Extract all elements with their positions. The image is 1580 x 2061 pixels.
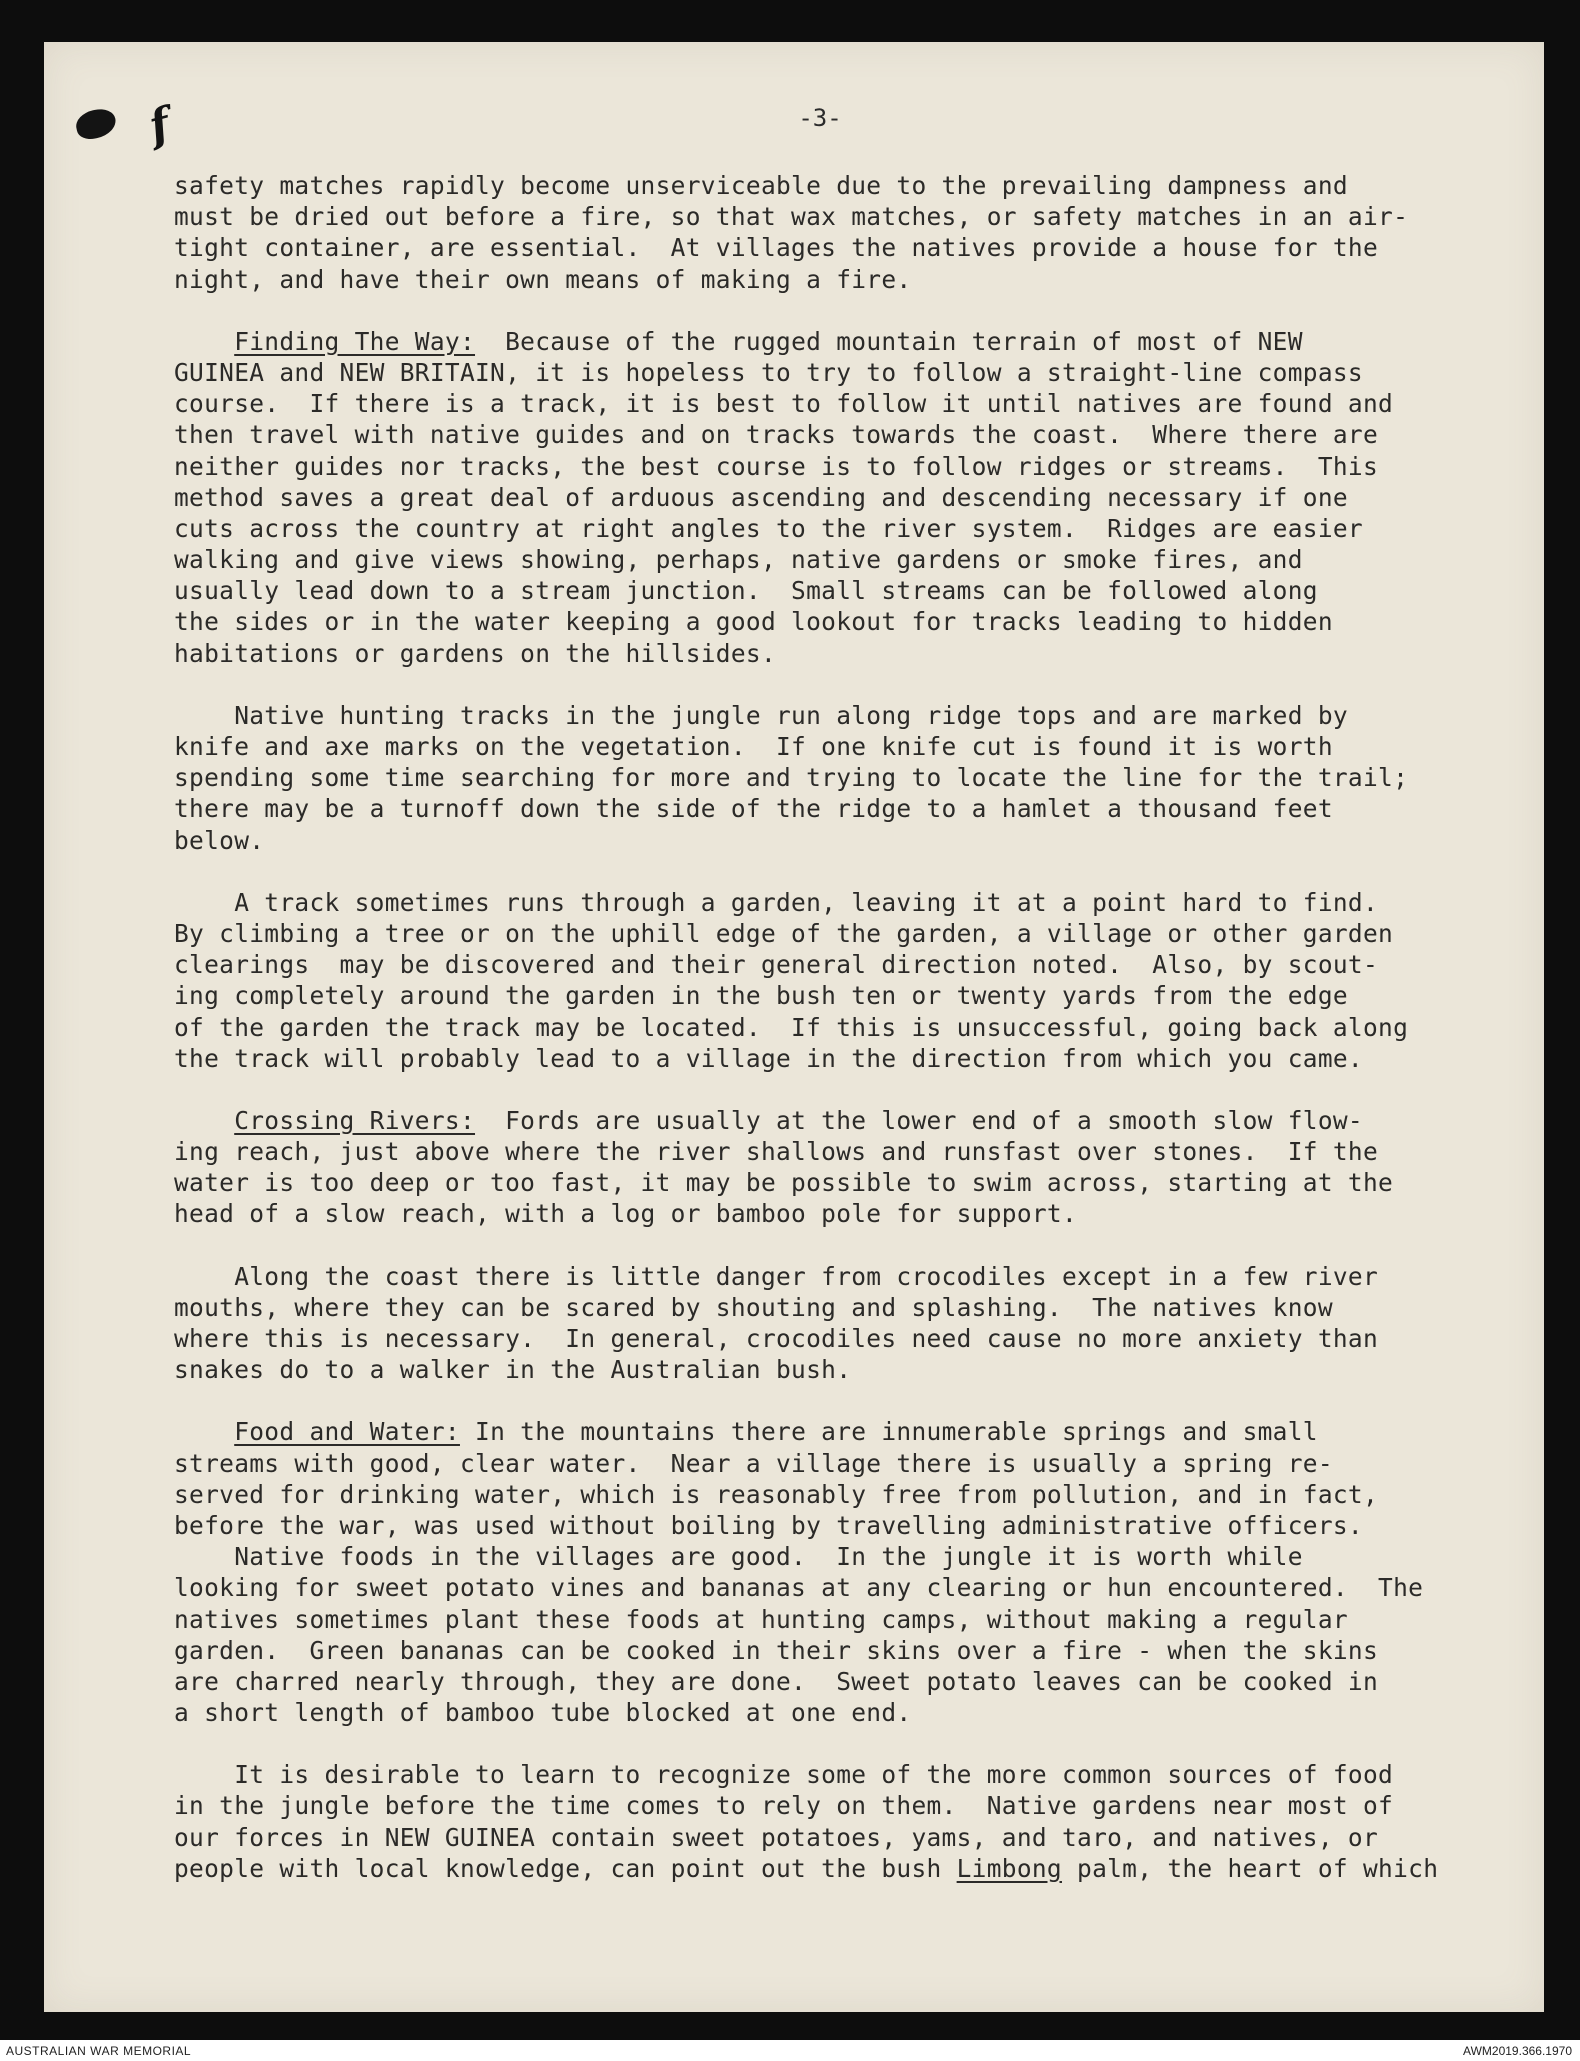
section-heading-crossing-rivers: Crossing Rivers: bbox=[234, 1105, 476, 1135]
text-line: method saves a great deal of arduous ascending and descending necessary if one bbox=[174, 482, 1348, 512]
text-line: below. bbox=[174, 825, 265, 855]
text-line: Crossing Rivers: Fords are usually at the lower end of a smooth slow flow- bbox=[234, 1105, 1363, 1135]
text-line: Finding The Way: Because of the rugged mountain terrain of most of NEW bbox=[234, 326, 1303, 356]
text-line: It is desirable to learn to recognize some of the more common sources of food bbox=[174, 1760, 1394, 1790]
text-line: walking and give views showing, perhaps, native gardens or smoke fires, and bbox=[174, 545, 1303, 575]
text-line: safety matches rapidly become unserviceable due to the prevailing dampness and bbox=[174, 171, 1348, 200]
text-line: a short length of bamboo tube blocked at one end. bbox=[174, 1698, 912, 1728]
paragraph-crossing-rivers bbox=[174, 1105, 1474, 1230]
text-line: GUINEA and NEW BRITAIN, it is hopeless to try to follow a straight-line compass bbox=[174, 357, 1363, 387]
text-line: head of a slow reach, with a log or bamboo pole for support. bbox=[174, 1199, 1078, 1229]
text-line: natives sometimes plant these foods at hunting camps, without making a regular bbox=[174, 1604, 1348, 1634]
text-line: course. If there is a track, it is best to follow it until natives are found and bbox=[174, 389, 1394, 419]
text-line: mouths, where they can be scared by shouting and splashing. The natives know bbox=[174, 1292, 1333, 1322]
text-line: people with local knowledge, can point out the bush Limbong palm, the heart of which bbox=[174, 1853, 1439, 1883]
text-line: there may be a turnoff down the side of the ridge to a hamlet a thousand feet bbox=[174, 794, 1333, 824]
text-line: spending some time searching for more and trying to locate the line for the trail; bbox=[174, 763, 1409, 793]
text-line: must be dried out before a fire, so that wax matches, or safety matches in an air- bbox=[174, 202, 1409, 232]
text-line: usually lead down to a stream junction. Small streams can be followed along bbox=[174, 576, 1318, 606]
text-line: before the war, was used without boiling by travelling administrative officers. bbox=[174, 1510, 1363, 1540]
text-line: neither guides nor tracks, the best course is to follow ridges or streams. This bbox=[174, 451, 1379, 481]
text-line: A track sometimes runs through a garden, leaving it at a point hard to find. bbox=[174, 887, 1379, 917]
paragraph-hunting-tracks bbox=[174, 700, 1474, 856]
handwritten-ink-mark: f bbox=[143, 98, 176, 153]
text-line: our forces in NEW GUINEA contain sweet potatoes, yams, and taro, and natives, or bbox=[174, 1822, 1379, 1852]
text-line: the sides or in the water keeping a good lookout for tracks leading to hidden bbox=[174, 607, 1333, 637]
paragraph-food-and-water bbox=[174, 1416, 1474, 1728]
text-line: knife and axe marks on the vegetation. If one knife cut is found it is worth bbox=[174, 732, 1333, 761]
text-line: tight container, are essential. At villages the natives provide a house for the bbox=[174, 233, 1379, 263]
paragraph-crocodiles bbox=[174, 1261, 1474, 1386]
limbong-term: Limbong bbox=[956, 1853, 1062, 1883]
paragraph-food-sources bbox=[174, 1759, 1474, 1884]
text-line: water is too deep or too fast, it may be possible to swim across, starting at the bbox=[174, 1168, 1394, 1198]
text-line: then travel with native guides and on tracks towards the coast. Where there are bbox=[174, 420, 1379, 450]
paragraph-finding-the-way bbox=[174, 326, 1474, 669]
text-line: cuts across the country at right angles to the river system. Ridges are easier bbox=[174, 513, 1363, 543]
document-body bbox=[174, 170, 1474, 1884]
text-line: served for drinking water, which is reasonably free from pollution, and in fact, bbox=[174, 1479, 1379, 1509]
text-line: streams with good, clear water. Near a village there is usually a spring re- bbox=[174, 1448, 1333, 1478]
section-heading-finding-the-way: Finding The Way: bbox=[234, 326, 476, 356]
text-line: ing completely around the garden in the bush ten or twenty yards from the edge bbox=[174, 981, 1348, 1011]
paragraph-garden-track bbox=[174, 887, 1474, 1074]
section-heading-food-and-water: Food and Water: bbox=[234, 1417, 460, 1447]
text-line: By climbing a tree or on the uphill edge of the garden, a village or other garden bbox=[174, 918, 1394, 948]
text-line: looking for sweet potato vines and bananas at any clearing or hun encountered. The bbox=[174, 1573, 1424, 1603]
page-number: -3- bbox=[798, 104, 842, 132]
text-line: the track will probably lead to a village in the direction from which you came. bbox=[174, 1043, 1363, 1073]
text-line: night, and have their own means of making a fire. bbox=[174, 264, 912, 294]
text-line: in the jungle before the time comes to rely on them. Native gardens near most of bbox=[174, 1791, 1394, 1821]
text-line: clearings may be discovered and their general direction noted. Also, by scout- bbox=[174, 950, 1379, 980]
text-line: where this is necessary. In general, crocodiles need cause no more anxiety than bbox=[174, 1324, 1379, 1353]
text-line: ing reach, just above where the river shallows and runsfast over stones. If the bbox=[174, 1137, 1379, 1167]
text-line: Native hunting tracks in the jungle run along ridge tops and are marked by bbox=[174, 700, 1348, 730]
paragraph-matches bbox=[174, 170, 1474, 295]
text-line: garden. Green bananas can be cooked in their skins over a fire - when the skins bbox=[174, 1635, 1379, 1665]
text-line: habitations or gardens on the hillsides. bbox=[174, 638, 777, 668]
text-line: Food and Water: In the mountains there are innumerable springs and small bbox=[234, 1417, 1318, 1447]
footer-catalogue-id: AWM2019.366.1970 bbox=[1463, 2044, 1572, 2058]
text-line: Along the coast there is little danger from crocodiles except in a few river bbox=[174, 1261, 1379, 1291]
text-line: of the garden the track may be located. If this is unsuccessful, going back along bbox=[174, 1012, 1409, 1042]
text-line: snakes do to a walker in the Australian bush. bbox=[174, 1355, 852, 1385]
footer-institution: AUSTRALIAN WAR MEMORIAL bbox=[6, 2044, 192, 2058]
text-line: Native foods in the villages are good. In the jungle it is worth while bbox=[174, 1542, 1303, 1572]
text-line: are charred nearly through, they are done. Sweet potato leaves can be cooked in bbox=[174, 1666, 1379, 1696]
